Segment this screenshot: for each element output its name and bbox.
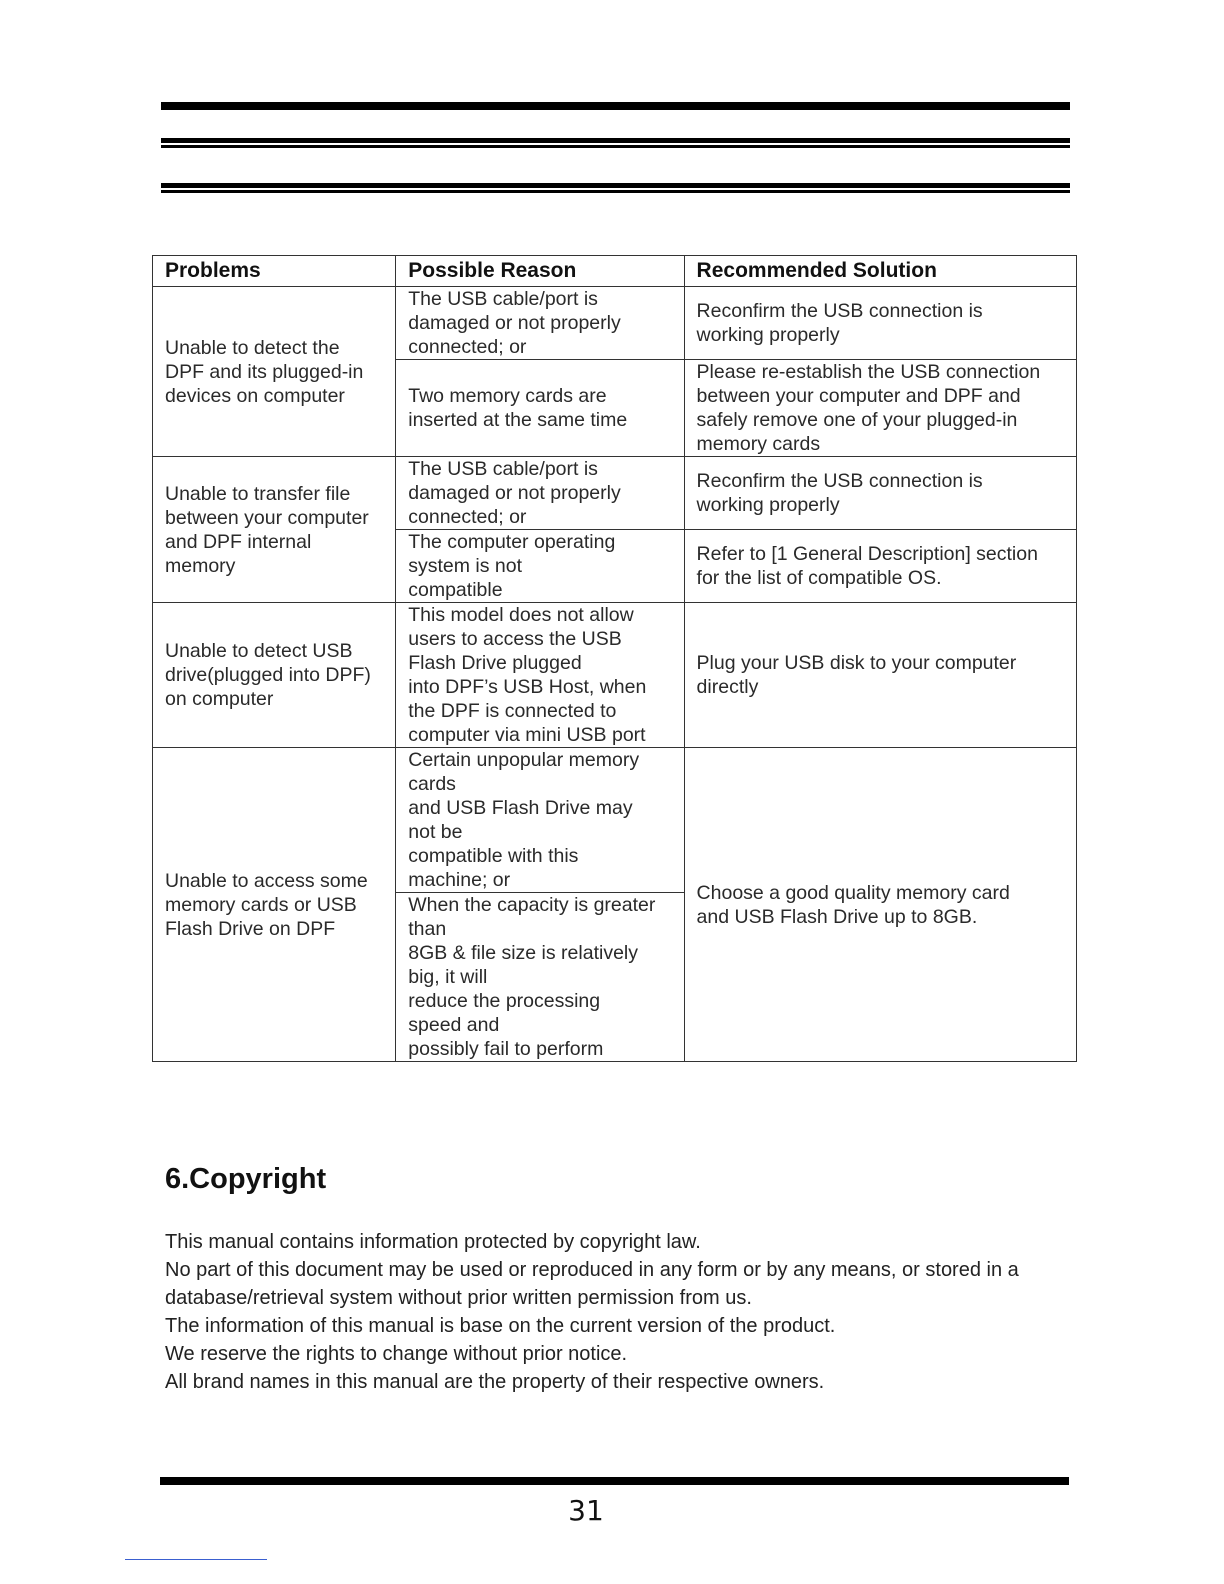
problem-cell: Unable to access some memory cards or USB Flash Drive on DPF <box>153 748 396 1062</box>
copyright-line: database/retrieval system without prior written permission from us. <box>165 1287 752 1309</box>
header-rule-double-top <box>161 138 1070 143</box>
header-recommended-solution: Recommended Solution <box>684 256 1076 287</box>
reason-cell: Two memory cards are inserted at the same time <box>396 360 684 457</box>
header-rule-thick <box>161 102 1070 110</box>
solution-cell: Choose a good quality memory card and USB Flash Drive up to 8GB. <box>684 748 1076 1062</box>
table-row <box>153 287 1077 360</box>
troubleshooting-table <box>152 255 1077 1062</box>
reason-cell: The USB cable/port is damaged or not properly connected; or <box>396 457 684 530</box>
reason-cell: The computer operating system is not compatible <box>396 530 684 603</box>
solution-cell: Please re-establish the USB connection between your computer and DPF and safely remove one of your plugged-in memory cards <box>684 360 1076 457</box>
header-possible-reason: Possible Reason <box>396 256 684 287</box>
copyright-paragraph <box>165 1228 1085 1396</box>
table-row <box>153 457 1077 530</box>
table-row <box>153 748 1077 893</box>
solution-cell: Reconfirm the USB connection is working properly <box>684 287 1076 360</box>
copyright-line: No part of this document may be used or reproduced in any form or by any means, or stored in a <box>165 1259 1019 1281</box>
header-rule-double-bottom <box>161 145 1070 148</box>
problem-cell: Unable to detect USB drive(plugged into DPF) on computer <box>153 603 396 748</box>
table-row <box>153 603 1077 748</box>
problem-cell: Unable to transfer file between your computer and DPF internal memory <box>153 457 396 603</box>
footer-underline <box>125 1559 267 1560</box>
solution-cell: Refer to [1 General Description] section for the list of compatible OS. <box>684 530 1076 603</box>
copyright-line: This manual contains information protected by copyright law. <box>165 1231 701 1253</box>
solution-cell: Reconfirm the USB connection is working properly <box>684 457 1076 530</box>
header-rule-double2-bottom <box>161 190 1070 193</box>
problem-cell: Unable to detect the DPF and its plugged-in devices on computer <box>153 287 396 457</box>
reason-cell: Certain unpopular memory cards and USB Flash Drive may not be compatible with this machine; or <box>396 748 684 893</box>
header-rule-double2-top <box>161 183 1070 188</box>
solution-cell: Plug your USB disk to your computer directly <box>684 603 1076 748</box>
section-heading-copyright: 6.Copyright <box>165 1163 327 1195</box>
copyright-line: All brand names in this manual are the property of their respective owners. <box>165 1371 825 1393</box>
copyright-line: The information of this manual is base on the current version of the product. <box>165 1315 836 1337</box>
reason-cell: The USB cable/port is damaged or not properly connected; or <box>396 287 684 360</box>
reason-cell: This model does not allow users to access the USB Flash Drive plugged into DPF’s USB Host, when the DPF is connected to computer via mini USB port <box>396 603 684 748</box>
copyright-line: We reserve the rights to change without prior notice. <box>165 1343 628 1365</box>
header-problems: Problems <box>153 256 396 287</box>
reason-cell: When the capacity is greater than 8GB & file size is relatively big, it will reduce the processing speed and possibly fail to perform <box>396 893 684 1062</box>
page-number: 31 <box>568 1494 604 1527</box>
table-header-row <box>153 256 1077 287</box>
footer-rule <box>160 1477 1069 1485</box>
